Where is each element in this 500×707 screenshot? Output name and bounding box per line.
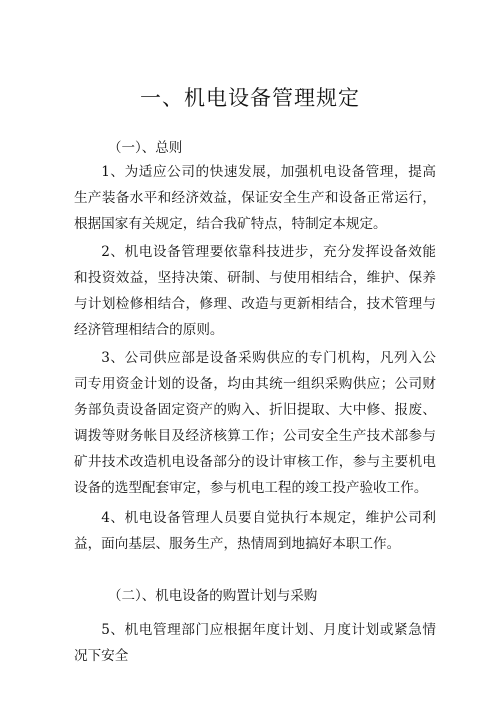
section-heading-procurement: （二）、机电设备的购置计划与采购 <box>108 588 318 604</box>
paragraph-4: 4、机电设备管理人员要自觉执行本规定，维护公司利益，面向基层、服务生产，热情周到地搞好本职工作。 <box>74 510 436 552</box>
paragraph-1: 1、为适应公司的快速发展，加强机电设备管理，提高生产装备水平和经济效益，保证安全生产和设备正常运行，根据国家有关规定，结合我矿特点，特制定本规定。 <box>74 164 436 232</box>
paragraph-3: 3、公司供应部是设备采购供应的专门机构，凡列入公司专用资金计划的设备，均由其统一组织采购供应；公司财务部负责设备固定资产的购入、折旧提取、大中修、报废、调拨等财务帐目及经济核算工作；公司安全生产技术部参与矿井技术改造机电设备部分的设计审核工作，参与主要机电设备的选型配套审定，参与机电工程的竣工投产验收工作。 <box>74 350 436 496</box>
section-heading-general: （一）、总则 <box>108 140 183 156</box>
paragraph-2: 2、机电设备管理要依靠科技进步，充分发挥设备效能和投资效益，坚持决策、研制、与使用相结合，维护、保养与计划检修相结合，修理、改造与更新相结合，技术管理与经济管理相结合的原则。 <box>74 244 436 338</box>
paragraph-5: 5、机电管理部门应根据年度计划、月度计划或紧急情况下安全 <box>74 622 436 664</box>
document-title: 一、机电设备管理规定 <box>140 86 360 110</box>
